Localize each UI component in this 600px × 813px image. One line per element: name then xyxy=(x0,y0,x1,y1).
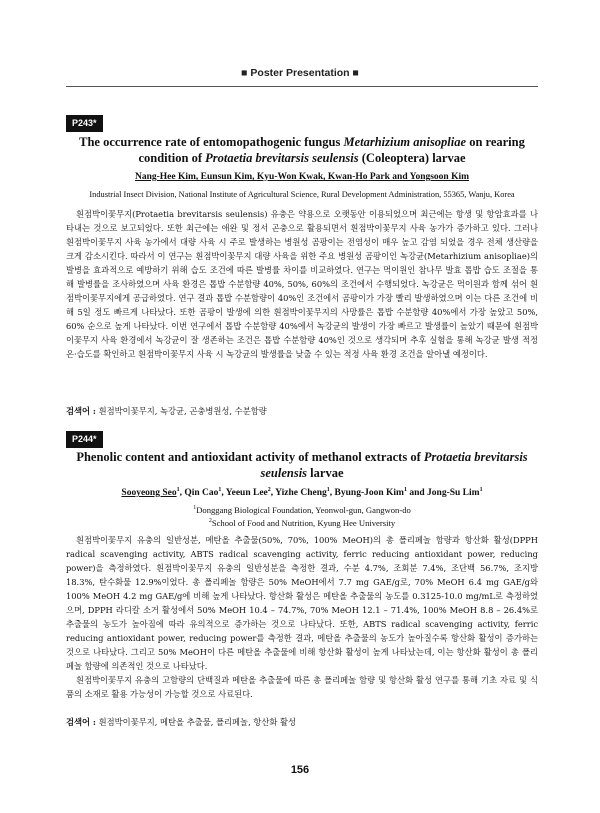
header-rule xyxy=(66,86,538,87)
abstract-paragraph: 흰점박이꽃무지(Protaetia brevitarsis seulensis) 유충은 약용으로 오랫동안 이용되었으며 최근에는 항생 및 항암효과를 나타내는 것으로 보고되었다. 또한 최근에는 애완 및 정서 곤충으로 활용되면서 흰점박이꽃무지 사육 농가가 증가하고 있다. 그러나 흰점박이꽃무지 사육 농가에서 대량 사육 시 주로 발생하는 병원성 곰팡이는 전염성이 매우 높고 감염 되었을 경우 전체 생산량을 크게 감소시킨다. 따라서 이 연구는 흰점박이꽃무지 대량 사육을 위한 주요 병원성 곰팡이인 녹강균(Metarhizium anisopliae)의 발병을 효과적으로 예방하기 위해 습도 조건에 따른 발병률 차이를 비교하였다. 연구는 먹이원인 참나무 발효 톱밥 습도 조절을 통해 발병률을 조사하였으며 사육 환경은 톱밥 수분함량 40%, 50%, 60%의 조건에서 수행되었다. 녹강균은 먹이원과 함께 섞어 흰점박이꽃무지에게 공급하였다. 연구 결과 톱밥 수분함량이 40%인 조건에서 곰팡이가 가장 빨리 발생하였으며 이는 다른 조건에 비해 5일 정도 빠르게 나타났다. 또한 곰팡이 발생에 의한 흰점박이꽃무지의 사망률은 톱밥 수분함량 40%에서 가장 높았고 50%, 60% 순으로 높게 나타났다. 이번 연구에서 톱밥 수분함량 40%에서 녹강균의 발생이 가장 빠르고 발생률이 높았기 때문에 흰점박이꽃무지 사육 환경에서 녹강균이 잘 생존하는 조건은 톱밥 수분함량 40%인 것으로 생각되며 추후 실험을 통해 녹강균 발생 적정 온·습도를 확인하고 흰점박이꽃무지 사육 시 녹강균의 발생률을 낮출 수 있는 적정 사육 환경 조건을 알아낼 예정이다. xyxy=(66,209,538,359)
poster-affiliation-p244-2: $^2$School of Food and Nutrition, Kyung Hee University xyxy=(208,517,396,528)
abstract-paragraph: 흰점박이꽃무지 유충의 고함량의 단백질과 메탄올 추출물에 따른 총 폴리페놀 함량 및 항산화 활성 연구를 통해 기초 자료 및 식품의 소재로 활용 가능성이 가능할 것으로 사료된다. xyxy=(66,675,538,699)
poster-keywords-p244: 검색어 : 흰점박이꽃무지, 메탄올 추출물, 폴리페놀, 항산화 활성 xyxy=(66,717,297,727)
poster-authors-p243: Nang-Hee Kim, Eunsun Kim, Kyu-Won Kwak, Kwan-Ho Park and Yongsoon Kim xyxy=(134,172,470,182)
poster-affiliation-p243: Industrial Insect Division, National Institute of Agricultural Science, Rural Development Administration, 55365, Wanju, Korea xyxy=(89,190,515,199)
section-header: ■ Poster Presentation ■ xyxy=(241,67,359,79)
poster-authors-p244: Sooyeong Seo$^1$, Qin Cao$^1$, Yeeun Lee$^2$, Yizhe Cheng$^1$, Byung-Joon Kim$^1$ and Jong-Su Lim$^1$ xyxy=(121,487,483,499)
abstract-paragraph: 흰점박이꽃무지 유충의 일반성분, 메탄올 추출물(50%, 70%, 100% MeOH)의 총 폴리페놀 함량과 항산화 활성(DPPH radical scavenging activity, ABTS radical scavenging activity, ferric reducing antioxidant power, reducing power)을 측정하였다. 흰점박이꽃무지 유충의 일반성분을 측정한 결과, 수분 4.7%, 조회분 7.4%, 조단백 56.7%, 조지방 18.3%, 탄수화물 12.9%이었다. 총 폴리페놀 함량은 50% MeOH에서 7.7 mg GAE/g로, 70% MeOH 6.4 mg GAE/g와 100% MeOH 4.2 mg GAE/g에 비해 높게 나타났다. 항산화 활성은 메탄올 추출물의 농도를 0.3125-10.0 mg/mL로 측정하였으며, DPPH 라디칼 소거 활성에서 50% MeOH 10.4 – 74.7%, 70% MeOH 12.1 – 71.4%, 100% MeOH 8.8 – 26.4%로 추출물의 농도가 높아짐에 따라 유의적으로 증가하는 것으로 나타났다. 또한, ABTS radical scavenging activity, ferric reducing antioxidant power, reducing power를 측정한 결과, 메탄올 추출물의 농도가 높아질수록 항산화 활성이 증가하는 것으로 나타났다. 그리고 50% MeOH이 다른 메탄올 추출물에 비해 항산화 활성이 높게 나타났는데, 이는 항산화 활성이 총 폴리페놀 함량에 의존적인 것으로 나타났다. xyxy=(66,535,538,671)
poster-affiliation-p244-1: $^1$Donggang Biological Foundation, Yeonwol-gun, Gangwon-do xyxy=(193,504,411,515)
poster-id-badge-p243: P243* xyxy=(66,115,103,132)
poster-title-p244: Phenolic content and antioxidant activity of methanol extracts of Protaetia brevitarsis seulensis larvae xyxy=(76,450,528,480)
poster-title-p243: The occurrence rate of entomopathogenic fungus Metarhizium anisopliae on rearing condition of Protaetia brevitarsis seulensis (Coleoptera) larvae xyxy=(79,135,525,165)
poster-keywords-p243: 검색어 : 흰점박이꽃무지, 녹강균, 곤충병원성, 수분함량 xyxy=(66,406,267,416)
poster-abstract-p244 xyxy=(66,533,538,701)
poster-abstract-p243 xyxy=(66,207,538,361)
page-number: 156 xyxy=(290,764,310,776)
poster-id-badge-p244: P244* xyxy=(66,431,103,448)
